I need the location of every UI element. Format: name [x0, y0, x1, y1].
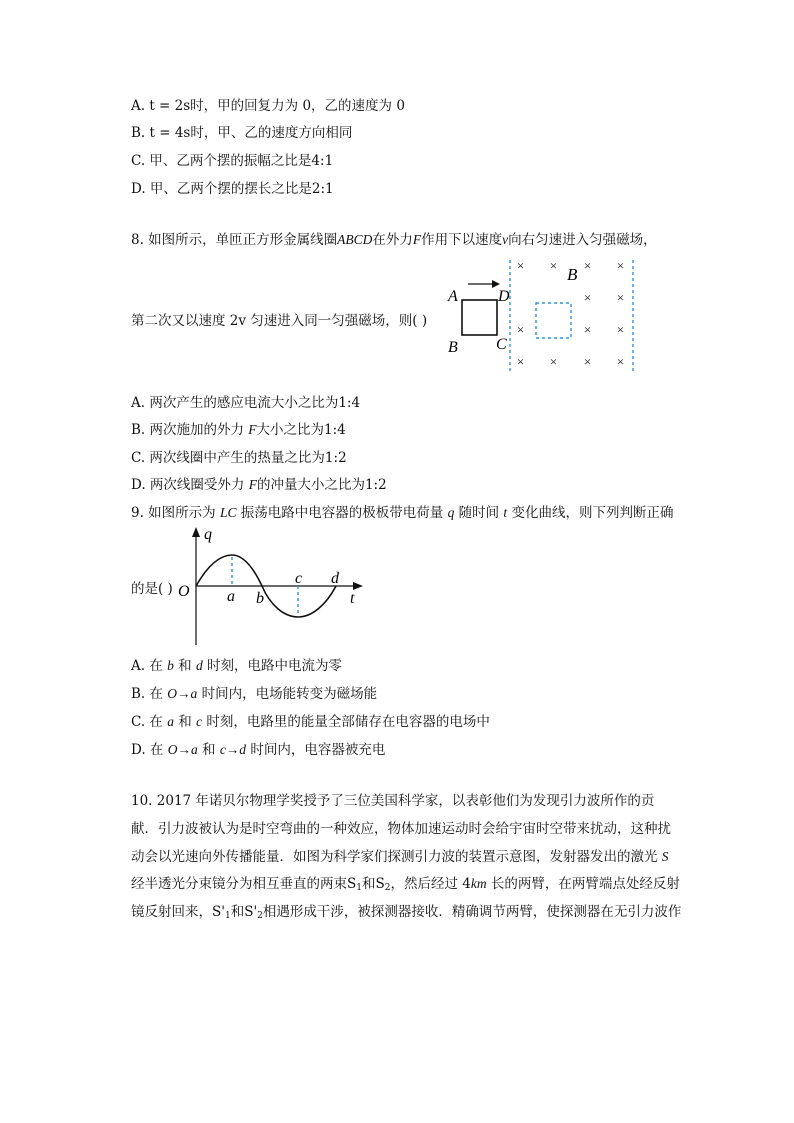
svg-text:×: ×	[549, 354, 558, 369]
q9-stem-line1: 9. 如图所示为 LC 振荡电路中电容器的极板带电荷量 q 随时间 t 变化曲线，则下列判断正确	[131, 505, 674, 521]
svg-text:×: ×	[616, 290, 625, 305]
q8-option-c: C. 两次线圈中产生的热量之比为1:2	[131, 450, 347, 466]
q9-option-a: A. 在 b 和 d 时刻，电路中电流为零	[131, 658, 343, 674]
q10-line2: 献．引力波被认为是时空弯曲的一种效应，物体加速运动时会给宇宙时空带来扰动，这种扰	[131, 821, 671, 837]
svg-text:×: ×	[516, 322, 525, 337]
q10-line3: 动会以光速向外传播能量．如图为科学家们探测引力波的装置示意图，发射器发出的激光 S	[131, 849, 669, 865]
q7-option-d: D. 甲、乙两个摆的摆长之比是2:1	[131, 181, 334, 197]
q7-option-b: B. t = 4s时，甲、乙的速度方向相同	[131, 125, 353, 141]
q8-magnetic-field-figure	[440, 255, 650, 380]
axis-label-t: t	[350, 590, 355, 607]
q7-option-a: A. t = 2s时，甲的回复力为 0，乙的速度为 0	[131, 98, 405, 114]
coil-label-d: D	[498, 288, 510, 305]
svg-text:×: ×	[583, 322, 592, 337]
q10-line1: 10. 2017 年诺贝尔物理学奖授予了三位美国科学家，以表彰他们为发现引力波所作的贡	[131, 793, 655, 809]
coil-label-a: A	[448, 288, 458, 305]
svg-text:×: ×	[616, 322, 625, 337]
coil-label-c: C	[496, 336, 507, 353]
svg-text:×: ×	[583, 354, 592, 369]
q7-option-c: C. 甲、乙两个摆的振幅之比是4:1	[131, 153, 334, 169]
q10-line5: 镜反射回来，$S'_1$和$S'_2$相遇形成干涉，被探测器接收．精确调节两臂，使探测器在无引力波作	[131, 904, 682, 921]
origin-label: O	[178, 583, 190, 600]
q9-option-d: D. 在 O→a 和 c→d 时间内，电容器被充电	[131, 742, 386, 758]
svg-text:×: ×	[616, 258, 625, 273]
point-label-d: d	[331, 570, 339, 587]
q8-option-d: D. 两次线圈受外力 F的冲量大小之比为1:2	[131, 477, 387, 493]
q9-option-b: B. 在 O→a 时间内，电场能转变为磁场能	[131, 686, 378, 702]
svg-text:×: ×	[616, 354, 625, 369]
q8-stem-line1: 8. 如图所示，单匝正方形金属线圈ABCD在外力F作用下以速度v向右匀速进入匀强磁场，	[131, 232, 657, 248]
point-label-b: b	[256, 590, 264, 607]
svg-text:×: ×	[516, 258, 525, 273]
svg-text:×: ×	[549, 258, 558, 273]
field-label-b: B	[567, 265, 578, 284]
q9-option-c: C. 在 a 和 c 时刻，电路里的能量全部储存在电容器的电场中	[131, 714, 490, 730]
axis-label-q: q	[204, 526, 212, 543]
q8-stem-line2: 第二次又以速度 2v 匀速进入同一匀强磁场，则( )	[131, 313, 428, 329]
point-label-a: a	[227, 588, 235, 605]
svg-text:×: ×	[583, 290, 592, 305]
q9-lc-oscillation-graph	[170, 525, 370, 650]
svg-text:×: ×	[516, 354, 525, 369]
q8-option-b: B. 两次施加的外力 F大小之比为1:4	[131, 422, 346, 438]
q8-option-a: A. 两次产生的感应电流大小之比为1:4	[131, 395, 361, 411]
point-label-c: c	[295, 570, 303, 587]
coil-label-b: B	[448, 339, 458, 356]
svg-text:×: ×	[583, 258, 592, 273]
q9-stem-line2: 的是( )	[131, 581, 173, 597]
q10-line4: 经半透光分束镜分为相互垂直的两束$S_1$和$S_2$，然后经过 4km 长的两臂，在两臂端点处经反射	[131, 876, 680, 893]
